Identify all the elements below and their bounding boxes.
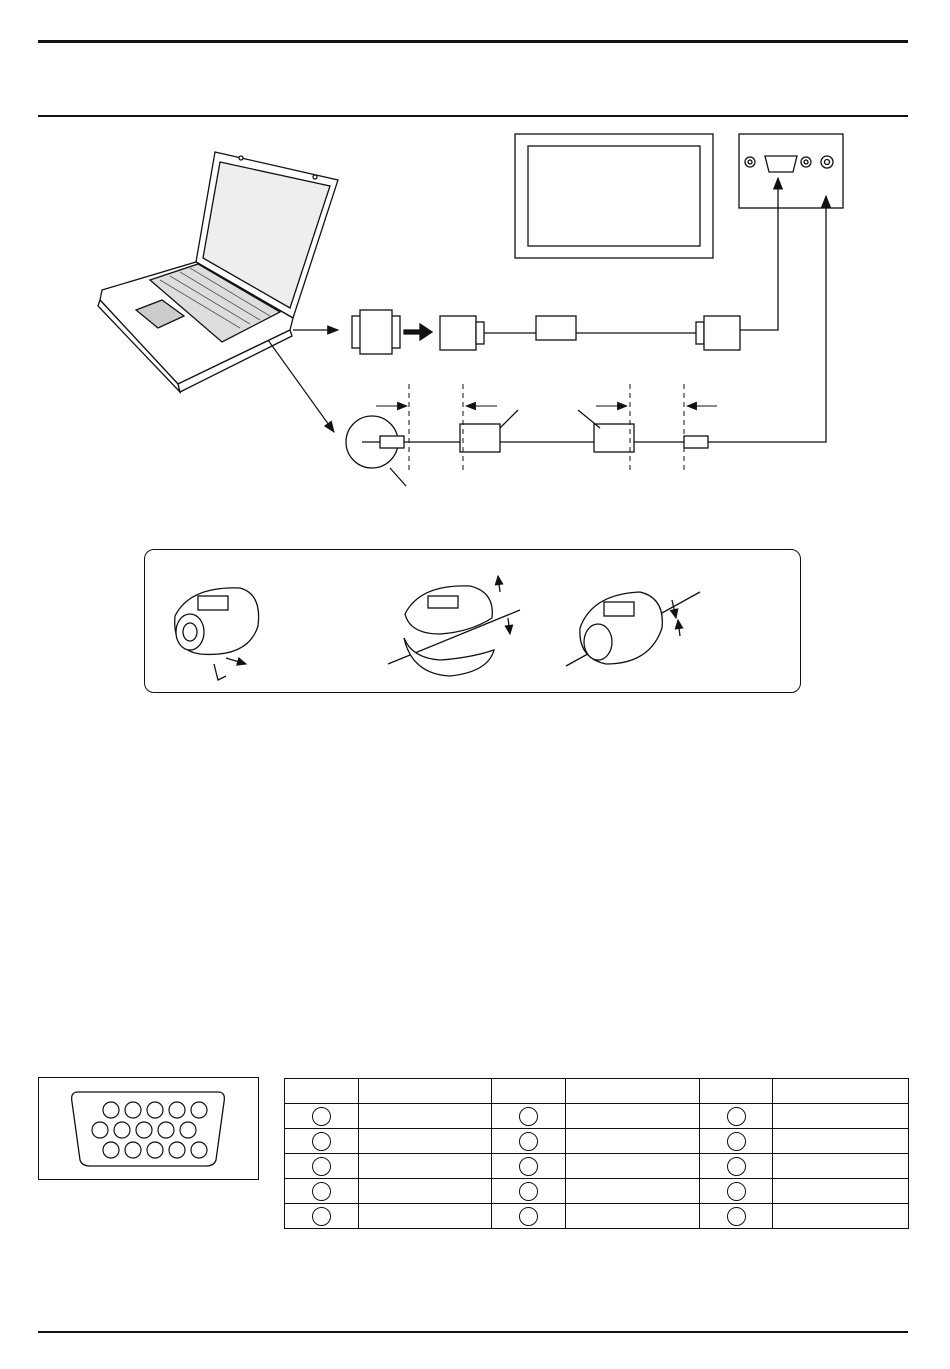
pin-number-circle bbox=[312, 1132, 331, 1151]
pin-number-circle bbox=[727, 1132, 746, 1151]
display-illustration bbox=[515, 134, 713, 258]
pin-number-circle bbox=[312, 1157, 331, 1176]
pin-number-circle bbox=[727, 1157, 746, 1176]
pin-number-circle bbox=[312, 1107, 331, 1126]
table-row bbox=[285, 1104, 909, 1129]
table-header-row bbox=[285, 1079, 909, 1104]
pin-number-circle bbox=[727, 1207, 746, 1226]
table-row bbox=[285, 1154, 909, 1179]
ferrite-core-steps bbox=[0, 546, 950, 696]
terminal-panel bbox=[739, 134, 843, 208]
table-row bbox=[285, 1204, 909, 1229]
ferrite-step-3 bbox=[566, 592, 700, 666]
pin-number-circle bbox=[312, 1182, 331, 1201]
pin-number-circle bbox=[519, 1107, 538, 1126]
dsub-connector-icon bbox=[38, 1078, 258, 1178]
pin-number-circle bbox=[312, 1207, 331, 1226]
pin-assignment-table bbox=[284, 1078, 909, 1229]
pin-number-circle bbox=[727, 1182, 746, 1201]
pin-number-circle bbox=[519, 1157, 538, 1176]
ferrite-step-1 bbox=[175, 588, 259, 680]
pin-number-circle bbox=[519, 1182, 538, 1201]
pin-number-circle bbox=[519, 1132, 538, 1151]
pin-number-circle bbox=[519, 1207, 538, 1226]
table-row bbox=[285, 1129, 909, 1154]
table-row bbox=[285, 1179, 909, 1204]
ferrite-position-guides bbox=[409, 384, 684, 470]
pin-number-circle bbox=[727, 1107, 746, 1126]
connection-diagram bbox=[0, 0, 950, 520]
footer-rule bbox=[38, 1331, 908, 1333]
ferrite-step-2 bbox=[388, 576, 520, 676]
laptop-illustration bbox=[98, 152, 338, 392]
